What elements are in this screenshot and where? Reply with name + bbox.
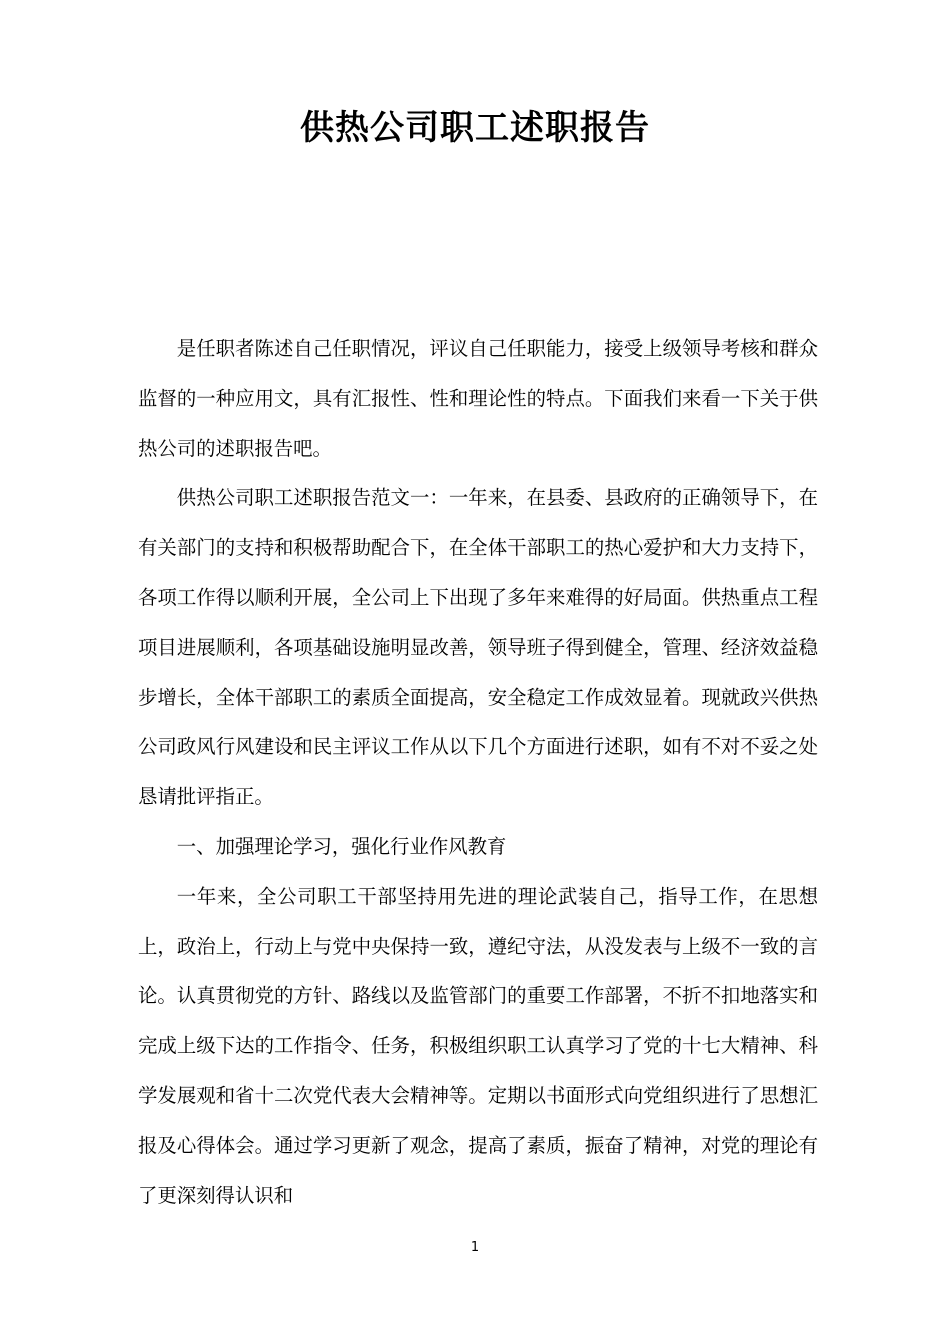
- page-number: 1: [470, 1240, 480, 1255]
- document-body: [138, 324, 818, 1220]
- paragraph-sample-one: 供热公司职工述职报告范文一：一年来，在县委、县政府的正确领导下，在有关部门的支持和积极帮助配合下，在全体干部职工的热心爱护和大力支持下，各项工作得以顺利开展，全公司上下出现了多年来难得的好局面。供热重点工程项目进展顺利，各项基础设施明显改善，领导班子得到健全，管理、经济效益稳步增长，全体干部职工的素质全面提高，安全稳定工作成效显着。现就政兴供热公司政风行风建设和民主评议工作从以下几个方面进行述职，如有不对不妥之处恳请批评指正。: [138, 486, 818, 809]
- paragraph-intro: 是任职者陈述自己任职情况，评议自己任职能力，接受上级领导考核和群众监督的一种应用文，具有汇报性、性和理论性的特点。下面我们来看一下关于供热公司的述职报告吧。: [138, 337, 818, 460]
- section-heading: 一、加强理论学习，强化行业作风教育: [176, 834, 507, 858]
- document-title: 供热公司职工述职报告: [300, 108, 650, 148]
- paragraph-section-one: 一年来，全公司职工干部坚持用先进的理论武装自己，指导工作，在思想上，政治上，行动上与党中央保持一致，遵纪守法，从没发表与上级不一致的言论。认真贯彻党的方针、路线以及监管部门的重要工作部署，不折不扣地落实和完成上级下达的工作指令、任务，积极组织职工认真学习了党的十七大精神、科学发展观和省十二次党代表大会精神等。定期以书面形式向党组织进行了思想汇报及心得体会。通过学习更新了观念，提高了素质，振奋了精神，对党的理论有了更深刻得认识和: [138, 884, 818, 1207]
